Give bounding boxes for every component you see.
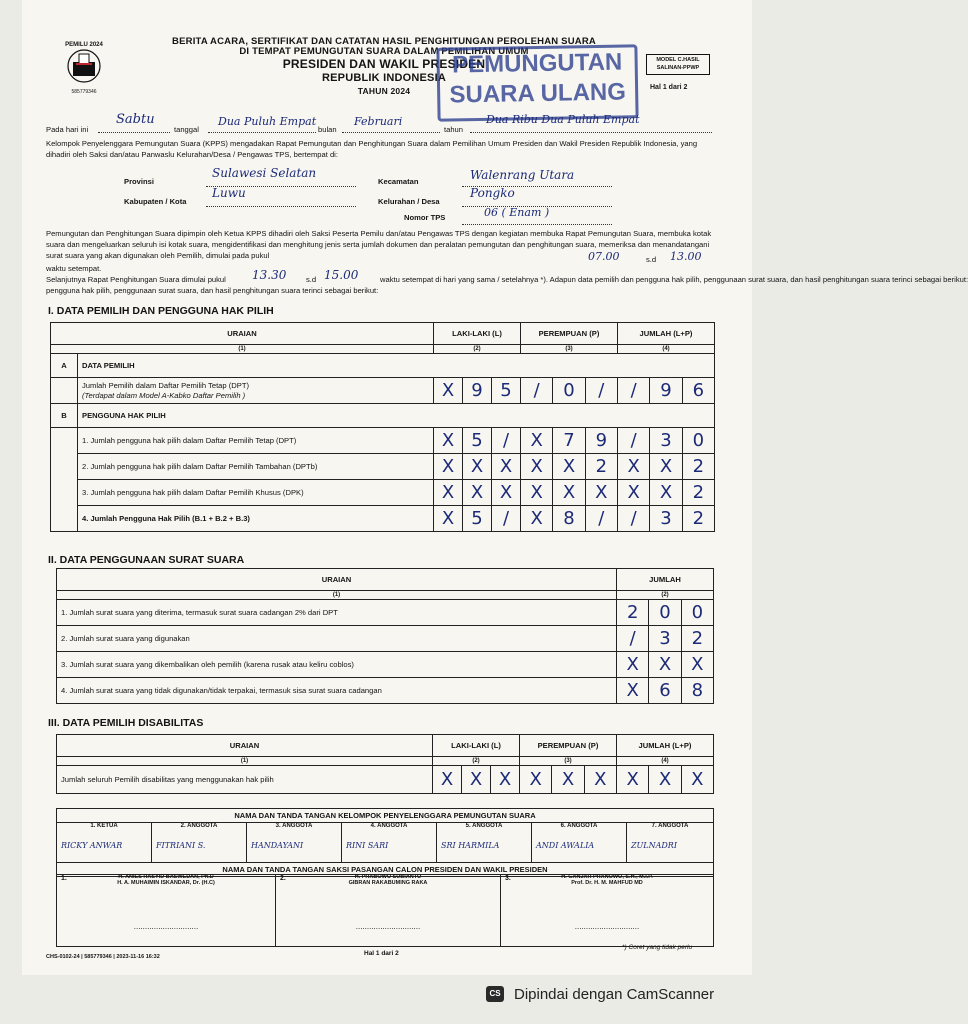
- saksi-3: [501, 875, 714, 947]
- kpps-role-7: 7. ANGGOTA: [651, 823, 689, 829]
- tps-dots: [462, 222, 612, 225]
- s1-b-letter: B: [51, 404, 78, 428]
- s2-row-3-label: 3. Jumlah surat suara yang dikembalikan oleh pemilih (karena rusak atau keliru coblos): [57, 652, 617, 678]
- s1-b3-d8: 2: [682, 480, 714, 506]
- s1-a-row-line1: Jumlah Pemilih dalam Daftar Pemilih Tetap (DPT): [82, 380, 249, 390]
- kpps-paragraph: Kelompok Penyelenggara Pemungutan Suara (KPPS) mengadakan Rapat Pemungutan dan Penghitungan Suara dalam Pemilihan Umum Presiden dan Wakil Presiden Republik Indonesia, yang dihadiri oleh Saksi dan/atau Panwaslu Kelurahan/Desa / Pengawas TPS, bertempat di:: [46, 139, 698, 159]
- end-time-2: 15.00: [324, 268, 359, 282]
- waktu-label: waktu setempat.: [46, 264, 102, 273]
- process-paragraph: Pemungutan dan Penghitungan Suara dipimpin oleh Ketua KPPS dihadiri oleh Saksi Peserta Pemilu dan/atau Pengawas TPS dengan kegiatan membuka Rapat Pemungutan Suara, membuka kotak suara dan mengeluarkan seluruh isi kotak suara, mengidentifikasi dan menghitung jenis serta jumlah dokumen dan peralatan pemungutan dan penghitungan suara, memeriksa dan menandatangani surat suara yang akan digunakan oleh Pemilih, dimulai pada pukul: [46, 229, 712, 260]
- kpps-member-7: [627, 823, 714, 863]
- s3-n1: (1): [57, 757, 433, 766]
- s1-a-spacer: [51, 378, 78, 404]
- s1-a-d8: 6: [682, 378, 714, 404]
- kpps-role-6: 6. ANGGOTA: [560, 823, 598, 829]
- sd-label-1: s.d: [646, 255, 657, 264]
- s1-b2-d0: X: [434, 454, 463, 480]
- s2-row-4-label: 4. Jumlah surat suara yang tidak digunakan/tidak terpakai, termasuk sisa surat suara cadangan: [57, 678, 617, 704]
- s1-a-row: [78, 378, 434, 404]
- s1-b2-d7: X: [650, 454, 682, 480]
- kpps-member-4: [342, 823, 437, 863]
- saksi-dots-1: .............................: [133, 922, 199, 931]
- s1-a-d5: /: [585, 378, 617, 404]
- kabupaten-value: Luwu: [212, 186, 246, 200]
- s3-col-j: JUMLAH (L+P): [617, 735, 714, 757]
- s1-b1-d4: 7: [553, 428, 585, 454]
- s2-r4-d1: 6: [649, 678, 681, 704]
- s1-b2-d4: X: [553, 454, 585, 480]
- saksi-signature-table: [56, 874, 714, 947]
- title-line-2: DI TEMPAT PEMUNGUTAN SUARA DALAM PEMILIHAN UMUM: [239, 46, 529, 57]
- s3-d2: X: [491, 766, 520, 794]
- tahun-label: tahun: [444, 125, 464, 134]
- footer-note: *) Coret yang tidak perlu: [622, 944, 693, 951]
- saksi-num-1: 1.: [61, 875, 67, 882]
- rapat-label: Selanjutnya Rapat Penghitungan Suara dimulai pukul: [46, 275, 226, 284]
- s1-a-d0: X: [434, 378, 463, 404]
- s1-b-spacer-3: [51, 480, 78, 506]
- s1-b-row-1: [51, 428, 715, 454]
- s2-r1-d1: 0: [649, 600, 681, 626]
- s1-b-row-2-label: 2. Jumlah pengguna hak pilih dalam Daftar Pemilih Tambahan (DPTb): [78, 454, 434, 480]
- s3-col-uraian: URAIAN: [57, 735, 433, 757]
- section-3-table: [56, 734, 714, 794]
- title-line-1: BERITA ACARA, SERTIFIKAT DAN CATATAN HASIL PENGHITUNGAN PEROLEHAN SUARA: [172, 36, 596, 47]
- kpps-role-3: 3. ANGGOTA: [275, 823, 313, 829]
- kpps-name-3: HANDAYANI: [251, 841, 304, 850]
- model-code-box: [646, 54, 710, 75]
- s1-b3-d4: X: [553, 480, 585, 506]
- kpps-member-5: [437, 823, 532, 863]
- s1-b3-d0: X: [434, 480, 463, 506]
- bulan-dots: [342, 126, 440, 133]
- kpps-name-4: RINI SARI: [346, 841, 389, 850]
- s1-b-row-3-label: 3. Jumlah pengguna hak pilih dalam Daftar Pemilih Khusus (DPK): [78, 480, 434, 506]
- s1-col-p: PEREMPUAN (P): [521, 323, 618, 345]
- hari-label: Pada hari ini: [46, 125, 89, 134]
- s1-a-letter: A: [51, 354, 78, 378]
- s2-r4-d0: X: [617, 678, 649, 704]
- saksi-num-3: 3.: [505, 875, 511, 882]
- title-line-3: PRESIDEN DAN WAKIL PRESIDEN: [282, 57, 486, 71]
- s1-col-l: LAKI-LAKI (L): [434, 323, 521, 345]
- kecamatan-value: Walenrang Utara: [470, 168, 575, 182]
- s1-b4-d8: 2: [682, 506, 714, 532]
- s3-d3: X: [520, 766, 552, 794]
- tahun-value: Dua Ribu Dua Puluh Empat: [486, 113, 640, 126]
- s1-b3-d5: X: [585, 480, 617, 506]
- s3-col-p: PEREMPUAN (P): [520, 735, 617, 757]
- tanggal-value: Dua Puluh Empat: [218, 115, 317, 128]
- s1-b1-d2: /: [492, 428, 521, 454]
- s3-d7: X: [649, 766, 681, 794]
- section-2-table: [56, 568, 714, 704]
- s1-a-d7: 9: [650, 378, 682, 404]
- s2-row-1-label: 1. Jumlah surat suara yang diterima, termasuk surat suara cadangan 2% dari DPT: [57, 600, 617, 626]
- kabupaten-dots: [206, 204, 356, 207]
- saksi-pair-2b: GIBRAN RAKABUMING RAKA: [348, 880, 428, 886]
- start-time-1: 07.00: [588, 250, 620, 263]
- s2-row-2: [57, 626, 714, 652]
- saksi-1: [57, 875, 276, 947]
- s1-col-uraian: URAIAN: [51, 323, 434, 345]
- footer-page: Hal 1 dari 2: [364, 950, 399, 957]
- s1-b1-d7: 3: [650, 428, 682, 454]
- provinsi-label: Provinsi: [124, 177, 154, 186]
- kpps-name-6: ANDI AWALIA: [536, 841, 595, 850]
- saksi-pair-3b: Prof. Dr. H. M. MAHFUD MD: [571, 880, 643, 886]
- kecamatan-label: Kecamatan: [378, 177, 419, 186]
- s1-b1-d0: X: [434, 428, 463, 454]
- saksi-dots-3: .............................: [574, 922, 640, 931]
- saksi-dots-2: .............................: [355, 922, 421, 931]
- s1-b-spacer-1: [51, 428, 78, 454]
- kpps-role-5: 5. ANGGOTA: [465, 823, 503, 829]
- title-line-5: TAHUN 2024: [357, 86, 411, 96]
- logo-bottom-text: 585779346: [71, 89, 97, 95]
- s1-b1-d3: X: [521, 428, 553, 454]
- s1-b-row-4: [51, 506, 715, 532]
- s1-b4-d0: X: [434, 506, 463, 532]
- s2-row-1: [57, 600, 714, 626]
- s1-b3-d7: X: [650, 480, 682, 506]
- bulan-value: Februari: [354, 115, 403, 128]
- s1-b2-d2: X: [492, 454, 521, 480]
- section-1-table: [50, 322, 715, 532]
- s3-col-l: LAKI-LAKI (L): [433, 735, 520, 757]
- s1-b-row-3: [51, 480, 715, 506]
- s1-n2: (2): [434, 345, 521, 354]
- s1-b4-d3: X: [521, 506, 553, 532]
- s3-n3: (3): [520, 757, 617, 766]
- s2-r1-d2: 0: [681, 600, 713, 626]
- s1-b3-d6: X: [618, 480, 650, 506]
- s1-b3-d2: X: [492, 480, 521, 506]
- kelurahan-value: Pongko: [470, 186, 515, 200]
- s1-b3-d1: X: [463, 480, 492, 506]
- stamp-line-2: SUARA ULANG: [449, 78, 627, 109]
- section-3-title: III. DATA PEMILIH DISABILITAS: [48, 717, 204, 729]
- tps-label: Nomor TPS: [404, 213, 446, 222]
- rapat-tail-wrap: pengguna hak pilih, penggunaan surat suara, dan hasil penghitungan suara terinci sebagai berikut:: [46, 286, 379, 295]
- s1-col-j: JUMLAH (L+P): [618, 323, 715, 345]
- provinsi-value: Sulawesi Selatan: [212, 166, 317, 180]
- s1-b2-d5: 2: [585, 454, 617, 480]
- s3-row: [57, 766, 714, 794]
- model-line-1: MODEL C.HASIL: [656, 57, 700, 63]
- saksi-pair-3a: H. GANJAR PRANOWO, S.H., M.I.P.: [561, 874, 653, 880]
- s3-n4: (4): [617, 757, 714, 766]
- s1-a-d4: 0: [553, 378, 585, 404]
- s3-d1: X: [462, 766, 491, 794]
- s1-b4-d1: 5: [463, 506, 492, 532]
- s1-b4-d5: /: [585, 506, 617, 532]
- s1-b-row-1-label: 1. Jumlah pengguna hak pilih dalam Daftar Pemilih Tetap (DPT): [78, 428, 434, 454]
- s1-b2-d1: X: [463, 454, 492, 480]
- s1-b4-d6: /: [618, 506, 650, 532]
- s2-r1-d0: 2: [617, 600, 649, 626]
- s1-b-spacer-2: [51, 454, 78, 480]
- camscanner-icon: CS: [486, 986, 504, 1002]
- rapat-tail: waktu setempat di hari yang sama / setelahnya *). Adapun data pemilih dan pengguna hak pilih, penggunaan surat suara, dan hasil penghitungan suara terinci sebagai berikut:: [380, 275, 968, 284]
- hari-value: Sabtu: [116, 112, 155, 127]
- kpps-role-2: 2. ANGGOTA: [180, 823, 218, 829]
- sd-label-2: s.d: [306, 275, 317, 284]
- s1-b-title: PENGGUNA HAK PILIH: [78, 404, 715, 428]
- end-time-1: 13.00: [670, 250, 702, 263]
- saksi-title: NAMA DAN TANDA TANGAN SAKSI PASANGAN CALON PRESIDEN DAN WAKIL PRESIDEN: [57, 863, 714, 877]
- saksi-2: [276, 875, 501, 947]
- s1-b-row-4-label: 4. Jumlah Pengguna Hak Pilih (B.1 + B.2 + B.3): [78, 506, 434, 532]
- start-time-2: 13.30: [252, 268, 287, 282]
- s1-n3: (3): [521, 345, 618, 354]
- tanggal-dots: [208, 126, 316, 133]
- s2-row-2-label: 2. Jumlah surat suara yang digunakan: [57, 626, 617, 652]
- s2-r3-d1: X: [649, 652, 681, 678]
- revote-stamp: [436, 44, 638, 121]
- stamp-line-1: PEMUNGUTAN: [451, 48, 623, 79]
- s2-r4-d2: 8: [681, 678, 713, 704]
- saksi-pair-1a: H. ANIES RASYID BASWEDAN, Ph.D: [118, 874, 214, 880]
- s3-d4: X: [552, 766, 584, 794]
- s3-d5: X: [584, 766, 616, 794]
- section-2-title: II. DATA PENGGUNAAN SURAT SUARA: [48, 554, 245, 566]
- saksi-pair-1b: H. A. MUHAIMIN ISKANDAR, Dr. (H.C): [117, 880, 215, 886]
- kpps-role-4: 4. ANGGOTA: [370, 823, 408, 829]
- kpps-signature-table: [56, 808, 714, 877]
- s1-b-row-2: [51, 454, 715, 480]
- logo-top-text: PEMILU 2024: [65, 42, 103, 48]
- kpps-member-1: [57, 823, 152, 863]
- section-1-title: I. DATA PEMILIH DAN PENGGUNA HAK PILIH: [48, 305, 274, 317]
- s1-a-d6: /: [618, 378, 650, 404]
- s2-row-3: [57, 652, 714, 678]
- s2-col-uraian: URAIAN: [57, 569, 617, 591]
- s1-b4-d7: 3: [650, 506, 682, 532]
- page-indicator: Hal 1 dari 2: [650, 84, 688, 91]
- s3-d0: X: [433, 766, 462, 794]
- kpps-member-6: [532, 823, 627, 863]
- kpps-member-2: [152, 823, 247, 863]
- s1-b4-d4: 8: [553, 506, 585, 532]
- model-line-2: SALINAN-PPWP: [656, 65, 700, 71]
- s1-n4: (4): [618, 345, 715, 354]
- s1-a-d1: 9: [463, 378, 492, 404]
- tps-value: 06 ( Enam ): [484, 206, 550, 219]
- s1-b1-d5: 9: [585, 428, 617, 454]
- s2-col-j: JUMLAH: [617, 569, 714, 591]
- kpps-name-1: RICKY ANWAR: [61, 841, 123, 850]
- s2-r3-d2: X: [681, 652, 713, 678]
- saksi-num-2: 2.: [280, 875, 286, 882]
- kpps-member-3: [247, 823, 342, 863]
- s2-r2-d1: 3: [649, 626, 681, 652]
- s1-a-row-line2: (Terdapat dalam Model A-Kabko Daftar Pemilih ): [82, 390, 246, 400]
- s1-b1-d8: 0: [682, 428, 714, 454]
- s1-n1: (1): [51, 345, 434, 354]
- s2-row-4: [57, 678, 714, 704]
- kpps-name-2: FITRIANI S.: [156, 841, 206, 850]
- s1-b4-d2: /: [492, 506, 521, 532]
- s1-a-title: DATA PEMILIH: [78, 354, 715, 378]
- s1-b1-d6: /: [618, 428, 650, 454]
- s1-b-spacer-4: [51, 506, 78, 532]
- s1-a-d3: /: [521, 378, 553, 404]
- kpps-title: NAMA DAN TANDA TANGAN KELOMPOK PENYELENGGARA PEMUNGUTAN SUARA: [57, 809, 714, 823]
- s2-r2-d0: /: [617, 626, 649, 652]
- s1-b3-d3: X: [521, 480, 553, 506]
- s3-n2: (2): [433, 757, 520, 766]
- s1-b1-d1: 5: [463, 428, 492, 454]
- s1-b2-d6: X: [618, 454, 650, 480]
- s3-d6: X: [617, 766, 649, 794]
- kelurahan-label: Kelurahan / Desa: [378, 197, 440, 206]
- s2-r3-d0: X: [617, 652, 649, 678]
- saksi-pair-2a: H. PRABOWO SUBIANTO: [354, 874, 422, 880]
- s2-r2-d2: 2: [681, 626, 713, 652]
- kabupaten-label: Kabupaten / Kota: [124, 197, 187, 206]
- footer-code: CHS-0102-24 | 585779346 | 2023-11-16 16:32: [46, 954, 160, 960]
- tahun-dots: [470, 126, 712, 133]
- date-line: [46, 112, 716, 136]
- hari-dots: [98, 126, 170, 133]
- camscanner-label: Dipindai dengan CamScanner: [514, 986, 715, 1003]
- s2-n1: (1): [57, 591, 617, 600]
- s1-b2-d3: X: [521, 454, 553, 480]
- kpps-role-1: 1. KETUA: [90, 823, 118, 829]
- s1-a-d2: 5: [492, 378, 521, 404]
- kpps-name-5: SRI HARMILA: [441, 841, 500, 850]
- title-line-4: REPUBLIK INDONESIA: [322, 72, 446, 84]
- bulan-label: bulan: [318, 125, 337, 134]
- s3-row-label: Jumlah seluruh Pemilih disabilitas yang menggunakan hak pilih: [57, 766, 433, 794]
- s3-d8: X: [681, 766, 713, 794]
- tanggal-label: tanggal: [174, 125, 199, 134]
- kpps-name-7: ZULNADRI: [631, 841, 677, 850]
- s2-n2: (2): [617, 591, 714, 600]
- s1-b2-d8: 2: [682, 454, 714, 480]
